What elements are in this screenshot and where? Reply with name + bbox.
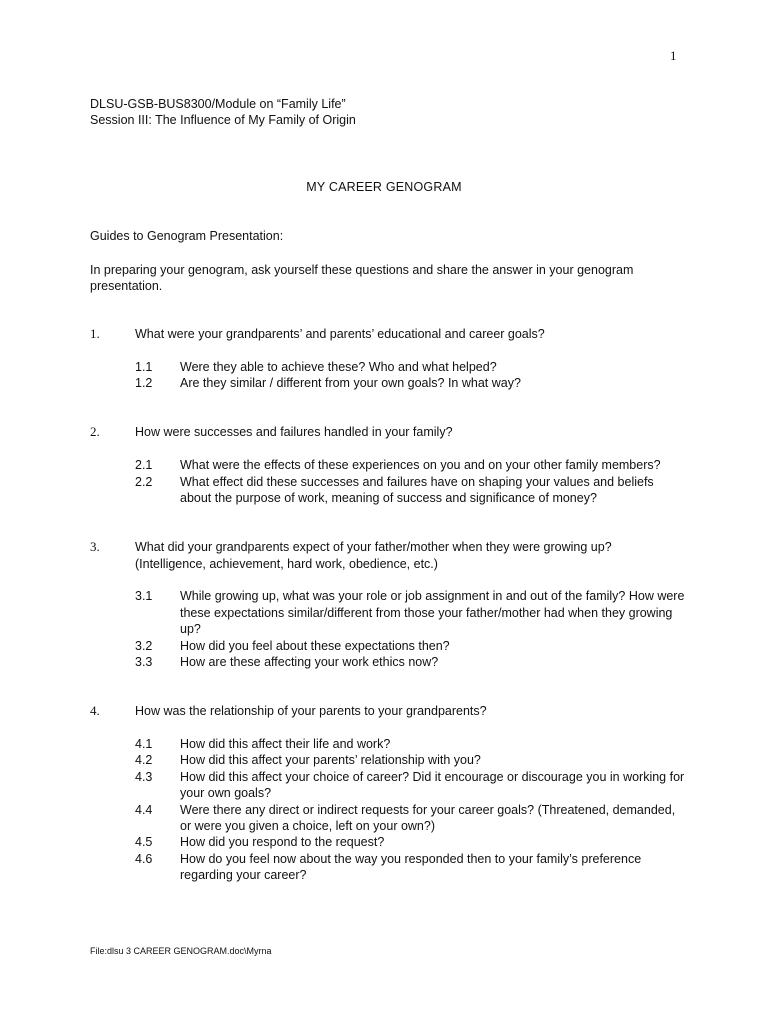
sub-question	[90, 588, 685, 637]
sub-question-text: How are these affecting your work ethics now?	[180, 655, 439, 669]
session-line: Session III: The Influence of My Family of Origin	[90, 113, 356, 128]
question-item	[90, 326, 690, 392]
sub-question	[90, 802, 685, 835]
question-item	[90, 539, 690, 670]
sub-question-number: 3.2	[135, 638, 153, 653]
question-text: How was the relationship of your parents to your grandparents?	[135, 704, 487, 719]
question-continuation: (Intelligence, achievement, hard work, obedience, etc.)	[135, 556, 438, 571]
question-heading	[90, 424, 690, 440]
sub-question-text: How did you feel about these expectations then?	[180, 638, 450, 653]
sub-question-list	[90, 359, 690, 392]
sub-question-number: 1.2	[135, 376, 153, 391]
question-item	[90, 703, 690, 883]
file-footer: File:dlsu 3 CAREER GENOGRAM.doc\Myrna	[90, 946, 272, 956]
sub-question-text: Were there any direct or indirect requests for your career goals? (Threatened, demanded, or were you given a choice, left on your own?)	[180, 802, 676, 834]
page-number: 1	[670, 48, 677, 63]
document-header	[90, 96, 356, 129]
question-number: 3.	[90, 539, 100, 555]
question-number: 2.	[90, 424, 100, 440]
sub-question-number: 4.1	[135, 736, 153, 751]
sub-question-text: Are they similar / different from your own goals? In what way?	[180, 376, 521, 391]
sub-question-text: What effect did these successes and failures have on shaping your values and beliefs about the purpose of work, meaning of success and significance of money?	[180, 474, 654, 505]
question-text: What did your grandparents expect of your father/mother when they were growing up?	[135, 540, 612, 555]
question-text: What were your grandparents’ and parents’ educational and career goals?	[135, 327, 545, 341]
sub-question-list	[90, 588, 690, 670]
question-text: How were successes and failures handled in your family?	[135, 425, 453, 440]
sub-question-number: 2.1	[135, 458, 153, 473]
sub-question	[90, 474, 685, 507]
sub-question	[90, 457, 685, 473]
sub-question-number: 3.3	[135, 655, 153, 669]
sub-question-text: While growing up, what was your role or job assignment in and out of the family? How were these expectations similar/different from those your father/mother had when they growing up?	[180, 589, 685, 637]
sub-question	[90, 752, 685, 768]
sub-question	[90, 359, 685, 375]
sub-question-text: How did this affect their life and work?	[180, 736, 391, 751]
question-list	[90, 326, 690, 884]
sub-question-number: 4.5	[135, 835, 153, 850]
question-spacer	[90, 670, 690, 703]
sub-question	[90, 638, 685, 654]
guides-heading: Guides to Genogram Presentation:	[90, 229, 284, 243]
sub-question-number: 1.1	[135, 359, 153, 374]
sub-question-number: 4.2	[135, 753, 153, 768]
sub-question-text: How did you respond to the request?	[180, 835, 385, 850]
question-number: 4.	[90, 703, 100, 719]
sub-question	[90, 851, 685, 884]
question-spacer	[90, 506, 690, 539]
sub-question-number: 4.3	[135, 769, 153, 784]
sub-question-number: 2.2	[135, 474, 153, 489]
sub-question-number: 4.6	[135, 851, 153, 866]
sub-question-text: How did this affect your parents’ relationship with you?	[180, 753, 481, 768]
sub-question-text: Were they able to achieve these? Who and what helped?	[180, 359, 497, 374]
course-line: DLSU-GSB-BUS8300/Module on “Family Life”	[90, 97, 346, 111]
sub-question-text: What were the effects of these experiences on you and on your other family members?	[180, 458, 661, 473]
question-number: 1.	[90, 326, 100, 341]
sub-question-number: 4.4	[135, 802, 153, 817]
sub-question	[90, 834, 685, 850]
sub-question-text: How did this affect your choice of career? Did it encourage or discourage you in working for your own goals?	[180, 769, 685, 801]
sub-question	[90, 736, 685, 752]
intro-paragraph: In preparing your genogram, ask yourself these questions and share the answer in your genogram presentation.	[90, 263, 634, 294]
sub-question-list	[90, 736, 690, 884]
question-heading	[90, 539, 690, 555]
sub-question	[90, 375, 685, 391]
sub-question-number: 3.1	[135, 589, 153, 604]
question-spacer	[90, 392, 690, 425]
sub-question-list	[90, 457, 690, 506]
question-heading	[90, 703, 690, 719]
question-heading	[90, 326, 690, 342]
question-item	[90, 424, 690, 506]
sub-question	[90, 769, 685, 802]
sub-question	[90, 654, 685, 670]
document-title: MY CAREER GENOGRAM	[306, 180, 462, 194]
sub-question-text: How do you feel now about the way you responded then to your family’s preference regarding your career?	[180, 851, 642, 883]
